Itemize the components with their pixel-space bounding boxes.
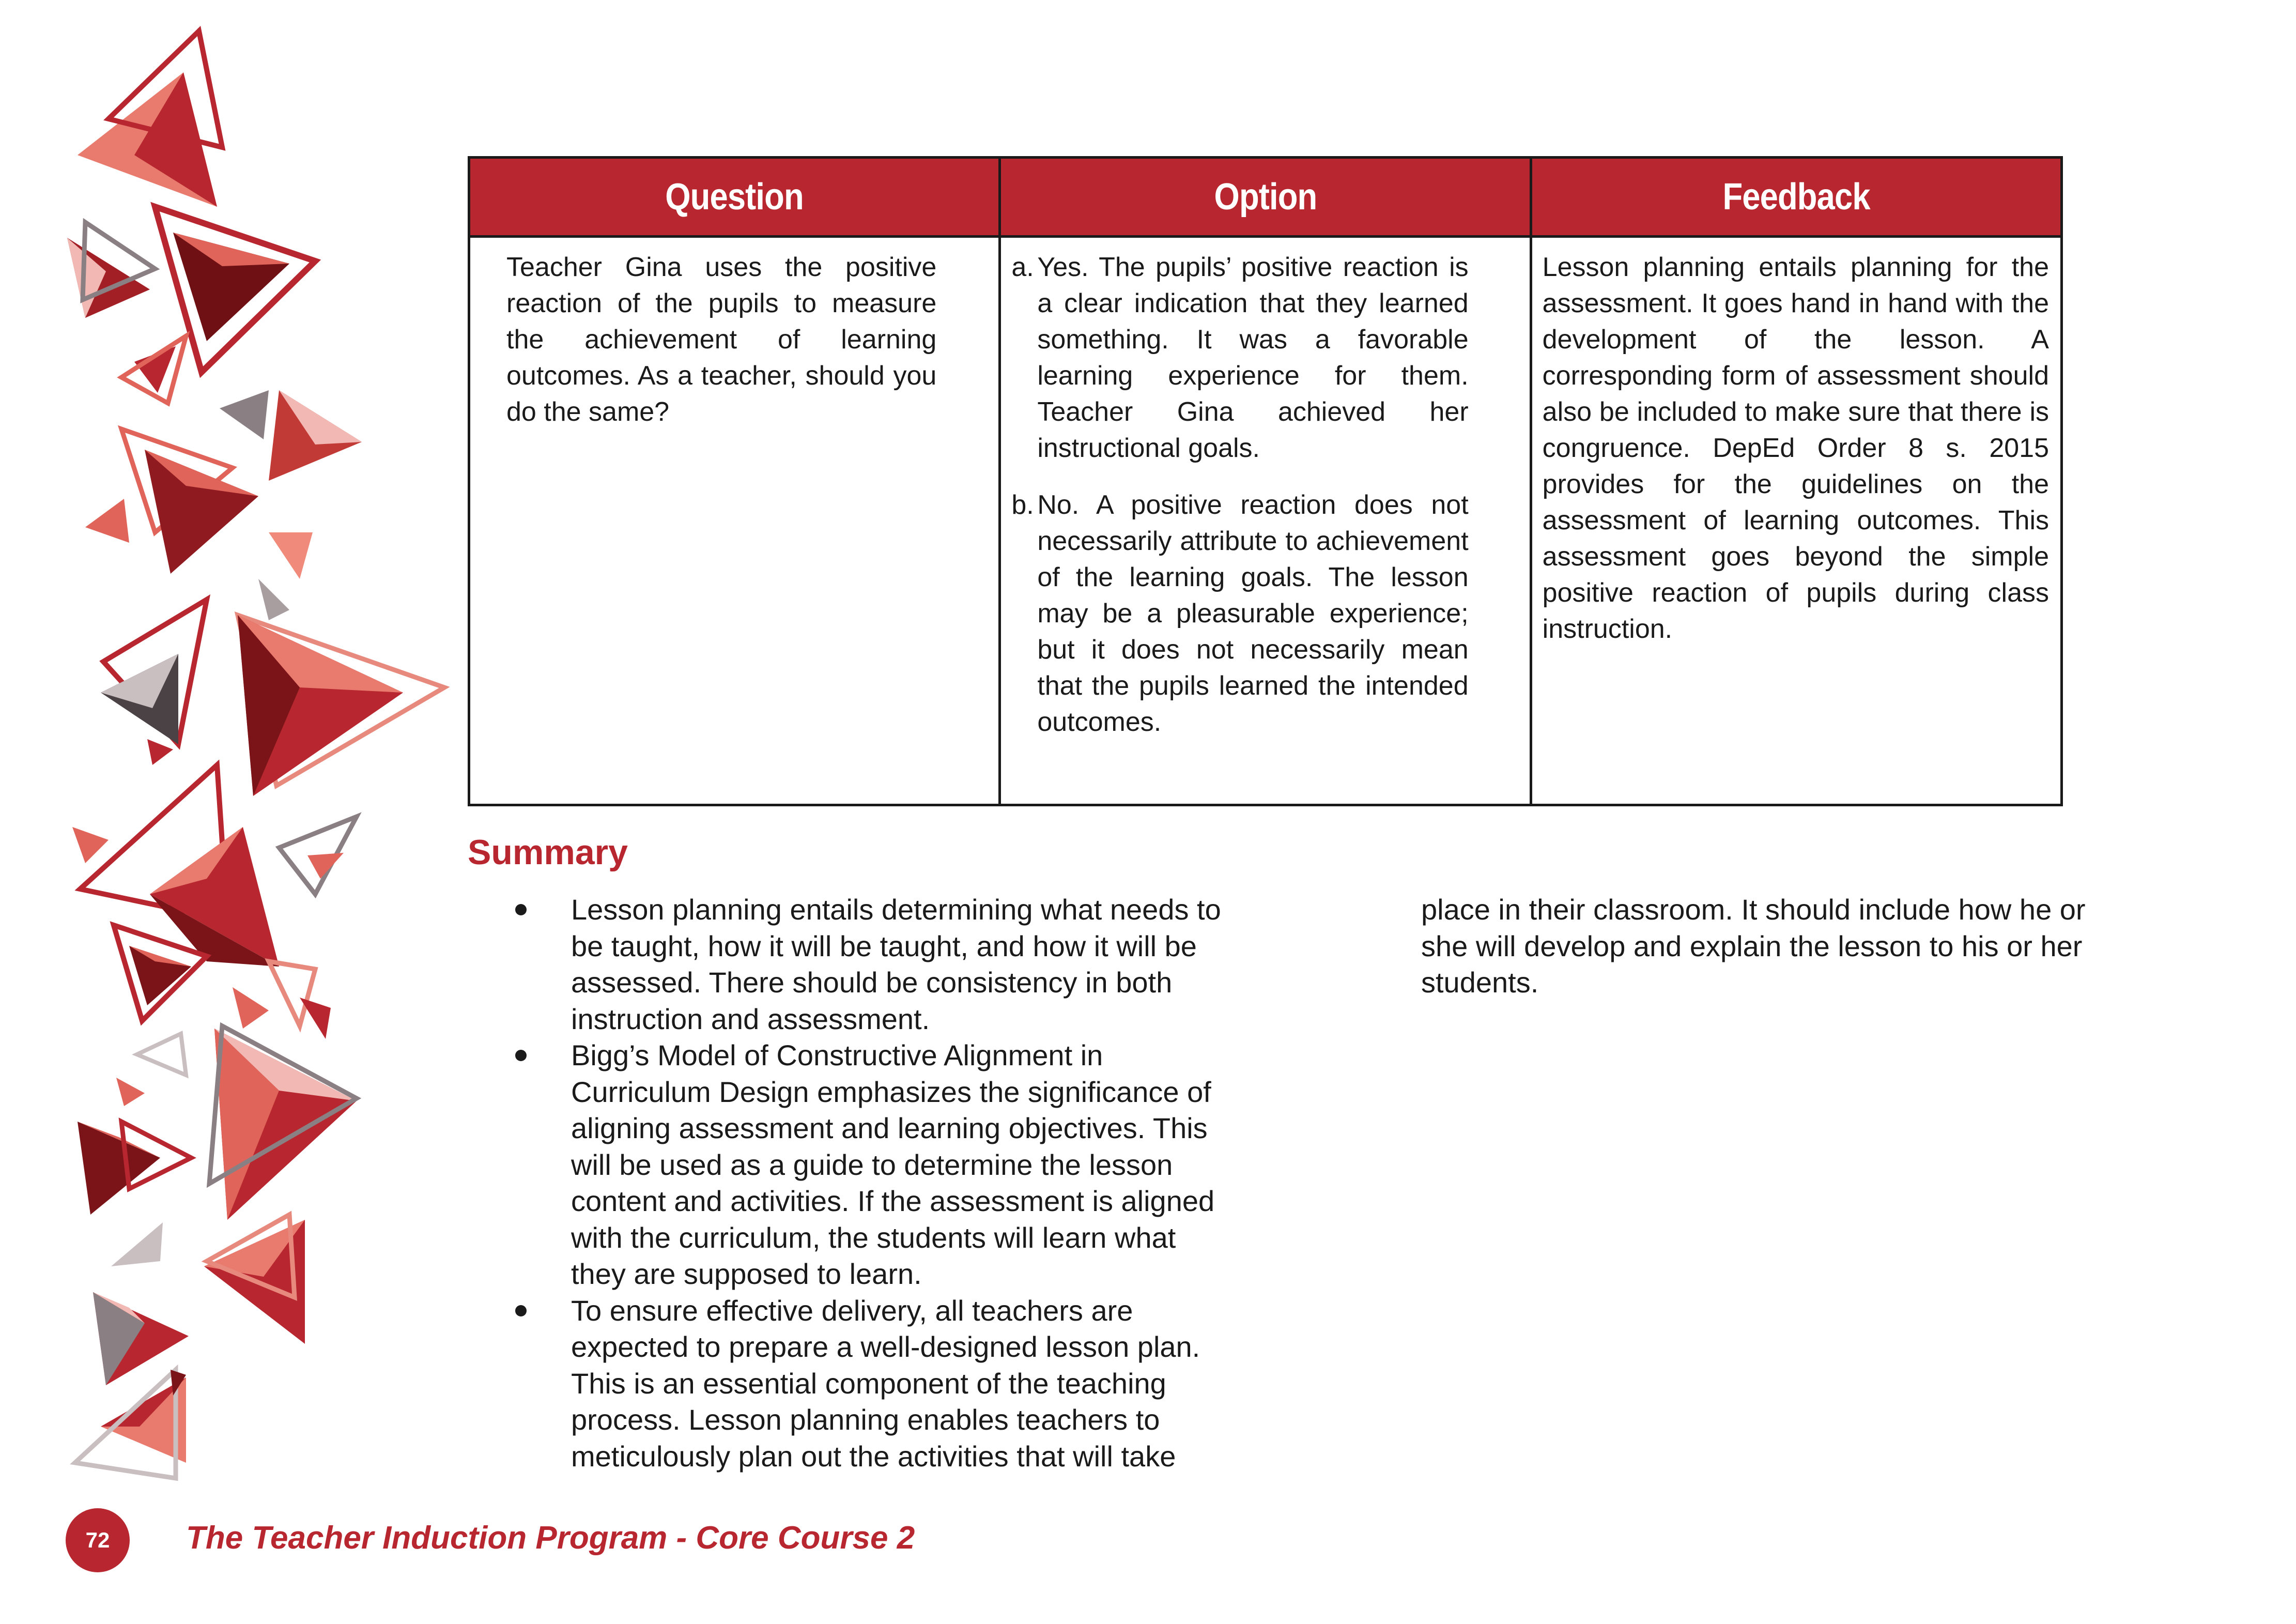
page-number-badge: 72 xyxy=(66,1508,130,1572)
summary-bullet-1 xyxy=(509,892,1227,1037)
header-feedback: Feedback xyxy=(1531,158,2061,237)
feedback-cell xyxy=(1531,237,2061,805)
footer-title: The Teacher Induction Program - Core Course 2 xyxy=(186,1520,915,1556)
summary-bullet-text: Lesson planning entails determining what needs to be taught, how it will be taught, and how it will be assessed. There should be consistency in both instruction and assessment. xyxy=(571,893,1221,1035)
summary-continued-text: place in their classroom. It should include how he or she will develop and explain the lesson to his or her students. xyxy=(1421,893,2086,999)
summary-heading: Summary xyxy=(468,833,628,872)
summary-bullet-3 xyxy=(509,1293,1227,1475)
option-b-marker: b. xyxy=(1011,490,1034,520)
triangle-ornaments xyxy=(67,31,444,1478)
header-question: Question xyxy=(469,158,1000,237)
option-cell xyxy=(1000,237,1531,805)
summary-bullet-text: Bigg’s Model of Constructive Alignment in Curriculum Design emphasizes the significance of aligning assessment and learning objectives. This will be used as a guide to determine the lesson content and activities. If the assessment is aligned with the curriculum, the students will learn what they are supposed to learn. xyxy=(571,1039,1215,1290)
table-row xyxy=(469,237,2062,805)
decorative-triangle-border xyxy=(0,0,455,1624)
bullet-dot-icon xyxy=(515,1305,527,1316)
header-option: Option xyxy=(1000,158,1531,237)
table-header-row xyxy=(469,158,2062,237)
question-cell xyxy=(469,237,1000,805)
summary-bullet-2 xyxy=(509,1037,1227,1293)
question-text: Teacher Gina uses the positive reaction of the pupils to measure the achievement of learning outcomes. As a teacher, should you do the same? xyxy=(506,252,937,427)
bullet-dot-icon xyxy=(515,904,527,915)
summary-bullet-text: To ensure effective delivery, all teachers are expected to prepare a well-designed lesson plan. This is an essential component of the teaching process. Lesson planning enables teachers to meticulously plan out the activities that will take xyxy=(571,1294,1200,1473)
question-option-feedback-table xyxy=(468,156,2063,806)
bullet-dot-icon xyxy=(515,1050,527,1061)
option-a xyxy=(1011,249,1468,466)
option-a-text: Yes. The pupils’ positive reaction is a clear indication that they learned something. It was a favorable learning experience for them. Teacher Gina achieved her instructional goals. xyxy=(1037,252,1469,463)
option-b-text: No. A positive reaction does not necessarily attribute to achievement of the learning goals. The lesson may be a pleasurable experience; but it does not necessarily mean that the pupils learned the intended outcomes. xyxy=(1037,490,1469,737)
summary-bullet-list xyxy=(509,892,1227,1475)
option-a-marker: a. xyxy=(1011,252,1034,282)
option-b xyxy=(1011,487,1468,740)
option-list xyxy=(1001,238,1529,740)
feedback-text: Lesson planning entails planning for the assessment. It goes hand in hand with the development of the lesson. A corresponding form of assessment should also be included to make sure that there is congruence. DepEd Order 8 s. 2015 provides for the guidelines on the assessment of learning outcomes. This assessment goes beyond the simple positive reaction of pupils during class instruction. xyxy=(1542,252,2049,644)
